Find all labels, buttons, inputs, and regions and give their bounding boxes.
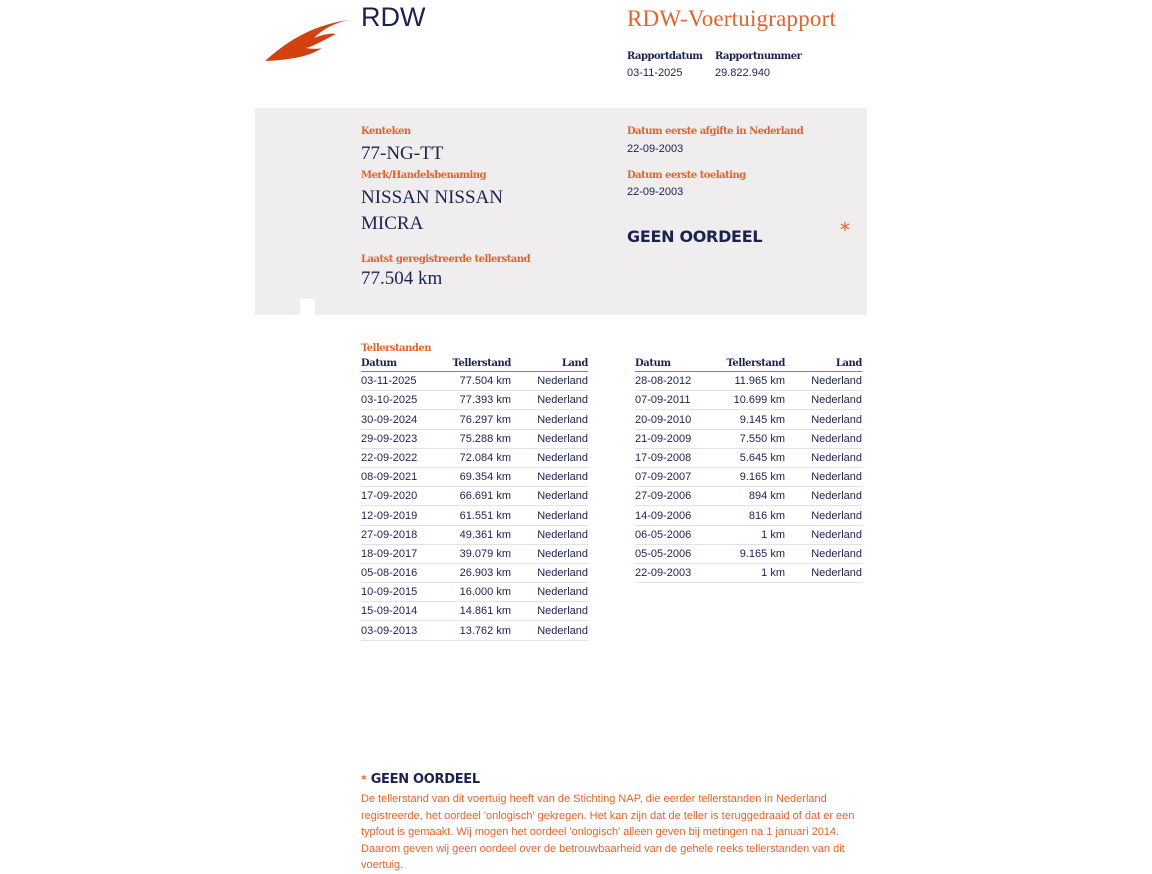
readings-section-label: Tellerstanden: [361, 343, 432, 354]
cell-odometer: 77.504 km: [459, 375, 511, 388]
cell-date: 20-09-2010: [635, 413, 692, 426]
footnote-title: [361, 772, 480, 787]
cell-country: Nederland: [537, 509, 588, 522]
cell-date: 05-05-2006: [635, 547, 692, 560]
cell-country: Nederland: [537, 413, 588, 426]
table-header: [635, 358, 862, 372]
make-line1: NISSAN NISSAN: [361, 187, 503, 208]
table-row: [361, 468, 588, 487]
table-row: [361, 372, 588, 391]
cell-country: Nederland: [811, 394, 862, 407]
cell-odometer: 816 km: [748, 509, 785, 522]
cell-country: Nederland: [537, 605, 588, 618]
cell-date: 27-09-2018: [361, 528, 418, 541]
cell-country: Nederland: [537, 490, 588, 503]
table-row: [361, 487, 588, 506]
cell-country: Nederland: [811, 490, 862, 503]
rdw-feather-logo-icon: [262, 16, 352, 66]
cell-date: 17-09-2008: [635, 451, 692, 464]
footnote-text: De tellerstand van dit voertuig heeft van de Stichting NAP, die eerder tellerstanden in Nederland registreerde, het oordeel 'onlogisch' gekregen. Het kan zijn dat de teller is teruggedraaid of dat er een typfout is gemaakt. Wij mogen het oordeel 'onlogisch' alleen geven bij metingen na 1 januari 2014. Daarom geven wij geen oordeel over de betrouwbaarheid van de gehele reeks tellerstanden van dit voertuig.: [361, 793, 855, 871]
odometer-value: 77.504 km: [361, 268, 443, 289]
cell-country: Nederland: [537, 394, 588, 407]
first-admission-value: 22-09-2003: [627, 186, 684, 198]
cell-date: 03-10-2025: [361, 394, 418, 407]
odometer-label: Laatst geregistreerde tellerstand: [361, 254, 531, 265]
brand-name: RDW: [361, 2, 426, 32]
cell-odometer: 39.079 km: [459, 547, 511, 560]
cell-date: 07-09-2007: [635, 471, 692, 484]
cell-date: 08-09-2021: [361, 471, 418, 484]
cell-country: Nederland: [811, 547, 862, 560]
cell-date: 03-09-2013: [361, 624, 418, 637]
cell-country: Nederland: [811, 528, 862, 541]
table-row: [635, 391, 862, 410]
cell-country: Nederland: [537, 586, 588, 599]
panel-notch: [255, 299, 315, 315]
cell-date: 06-05-2006: [635, 528, 692, 541]
cell-odometer: 61.551 km: [459, 509, 511, 522]
table-row: [635, 430, 862, 449]
cell-odometer: 75.288 km: [459, 432, 511, 445]
plate-value: 77-NG-TT: [361, 143, 444, 164]
col-country-header: Land: [561, 358, 588, 369]
col-date-header: Datum: [635, 358, 671, 369]
cell-odometer: 16.000 km: [459, 586, 511, 599]
cell-date: 07-09-2011: [635, 394, 691, 407]
cell-date: 28-08-2012: [635, 375, 692, 388]
table-row: [361, 583, 588, 602]
cell-odometer: 5.645 km: [739, 451, 785, 464]
cell-date: 03-11-2025: [361, 375, 417, 388]
col-date-header: Datum: [361, 358, 397, 369]
report-date-label: Rapportdatum: [627, 51, 703, 62]
cell-date: 12-09-2019: [361, 509, 418, 522]
cell-date: 29-09-2023: [361, 432, 418, 445]
table-row: [635, 449, 862, 468]
cell-country: Nederland: [811, 413, 862, 426]
cell-country: Nederland: [537, 432, 588, 445]
plate-label: Kenteken: [361, 126, 411, 137]
table-row: [361, 545, 588, 564]
first-issue-value: 22-09-2003: [627, 143, 684, 155]
table-row: [635, 487, 862, 506]
cell-country: Nederland: [811, 432, 862, 445]
table-row: [361, 622, 588, 641]
cell-date: 05-08-2016: [361, 567, 418, 580]
cell-odometer: 894 km: [748, 490, 785, 503]
cell-odometer: 9.165 km: [739, 547, 785, 560]
cell-odometer: 77.393 km: [459, 394, 511, 407]
table-row: [635, 545, 862, 564]
report-number-label: Rapportnummer: [715, 51, 802, 62]
table-row: [635, 564, 862, 583]
cell-odometer: 10.699 km: [733, 394, 785, 407]
table-row: [361, 602, 588, 621]
table-row: [361, 449, 588, 468]
cell-country: Nederland: [811, 567, 862, 580]
cell-date: 22-09-2003: [635, 567, 692, 580]
cell-odometer: 66.691 km: [459, 490, 511, 503]
cell-odometer: 1 km: [761, 567, 785, 580]
cell-country: Nederland: [537, 528, 588, 541]
cell-date: 27-09-2006: [635, 490, 692, 503]
table-header: [361, 358, 588, 372]
table-row: [635, 507, 862, 526]
cell-odometer: 13.762 km: [459, 624, 511, 637]
report-title: RDW-Voertuigrapport: [627, 6, 837, 31]
report-number: 29.822.940: [715, 67, 771, 79]
readings-table-right: [635, 358, 862, 583]
cell-country: Nederland: [537, 567, 588, 580]
report-date: 03-11-2025: [627, 67, 683, 79]
make-label: Merk/Handelsbenaming: [361, 170, 487, 181]
cell-country: Nederland: [811, 509, 862, 522]
vehicle-summary-panel: [255, 108, 867, 315]
cell-odometer: 26.903 km: [459, 567, 511, 580]
table-row: [361, 507, 588, 526]
first-issue-label: Datum eerste afgifte in Nederland: [627, 126, 804, 137]
readings-table-left: [361, 358, 588, 641]
cell-odometer: 49.361 km: [459, 528, 511, 541]
cell-odometer: 14.861 km: [459, 605, 511, 618]
col-country-header: Land: [835, 358, 862, 369]
table-row: [361, 564, 588, 583]
table-row: [361, 526, 588, 545]
footnote-heading: GEEN OORDEEL: [370, 772, 480, 787]
verdict-badge: GEEN OORDEEL: [627, 227, 763, 246]
cell-country: Nederland: [537, 471, 588, 484]
cell-date: 17-09-2020: [361, 490, 418, 503]
col-odometer-header: Tellerstand: [452, 358, 511, 369]
make-line2: MICRA: [361, 213, 424, 234]
cell-date: 22-09-2022: [361, 451, 418, 464]
cell-odometer: 1 km: [761, 528, 785, 541]
cell-country: Nederland: [811, 471, 862, 484]
cell-date: 14-09-2006: [635, 509, 692, 522]
cell-odometer: 72.084 km: [459, 451, 511, 464]
cell-country: Nederland: [537, 451, 588, 464]
table-row: [361, 430, 588, 449]
cell-country: Nederland: [537, 547, 588, 560]
cell-country: Nederland: [537, 624, 588, 637]
cell-odometer: 7.550 km: [739, 432, 785, 445]
table-row: [361, 411, 588, 430]
cell-odometer: 9.145 km: [739, 413, 785, 426]
table-row: [635, 372, 862, 391]
table-row: [635, 526, 862, 545]
cell-date: 15-09-2014: [361, 605, 418, 618]
cell-odometer: 76.297 km: [459, 413, 511, 426]
first-admission-label: Datum eerste toelating: [627, 170, 746, 181]
table-row: [635, 468, 862, 487]
footnote-asterisk: *: [361, 773, 367, 786]
cell-odometer: 11.965 km: [734, 375, 785, 388]
verdict-asterisk: *: [840, 218, 850, 242]
table-row: [635, 411, 862, 430]
cell-odometer: 9.165 km: [739, 471, 785, 484]
cell-date: 18-09-2017: [361, 547, 418, 560]
col-odometer-header: Tellerstand: [726, 358, 785, 369]
cell-date: 10-09-2015: [361, 586, 418, 599]
cell-date: 21-09-2009: [635, 432, 692, 445]
cell-odometer: 69.354 km: [459, 471, 511, 484]
table-row: [361, 391, 588, 410]
cell-country: Nederland: [811, 451, 862, 464]
cell-country: Nederland: [537, 375, 588, 388]
cell-country: Nederland: [811, 375, 862, 388]
cell-date: 30-09-2024: [361, 413, 418, 426]
